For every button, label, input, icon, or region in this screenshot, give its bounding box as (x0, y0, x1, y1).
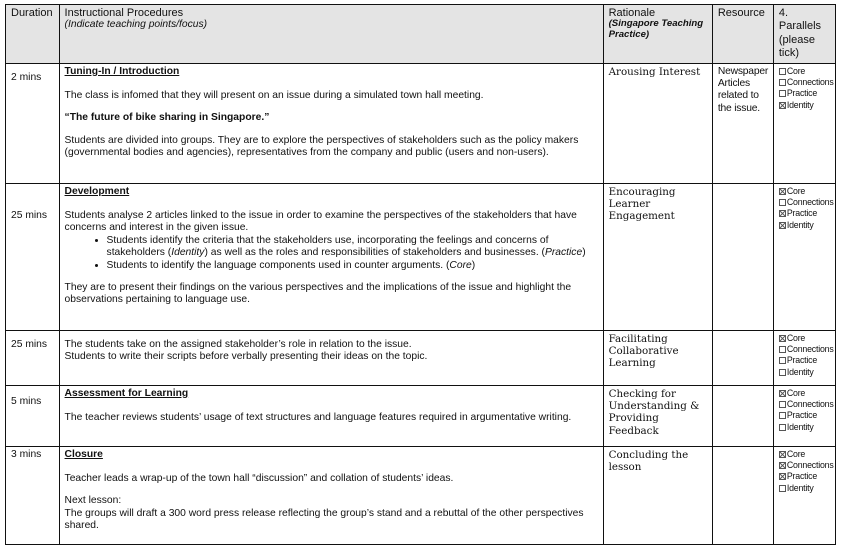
parallel-option-connections[interactable] (779, 398, 834, 410)
parallel-label: Connections (786, 459, 834, 470)
procedure-text: Students to write their scripts before verbally presenting their ideas on the topic. (64, 351, 428, 363)
checked-box-icon[interactable] (779, 473, 786, 480)
parallel-label: Core (786, 387, 806, 398)
header-parallels-label: 4. Parallels (please tick) (778, 7, 822, 60)
checked-box-icon[interactable] (779, 451, 786, 458)
header-resource-label: Resource (717, 7, 765, 19)
bullet-text: ) as well as the roles and responsibilities of stakeholders and businesses. ( (204, 247, 545, 259)
resource-cell (712, 446, 773, 544)
section-title: Tuning-In / Introduction (64, 65, 180, 77)
header-row (6, 5, 836, 64)
parallel-option-connections[interactable] (779, 76, 834, 88)
checkbox-icon[interactable] (779, 199, 786, 206)
lesson-plan-table (5, 4, 836, 545)
parallel-option-connections[interactable] (779, 459, 834, 471)
table-row (6, 63, 836, 183)
duration-cell: 3 mins (6, 446, 60, 544)
checkbox-icon[interactable] (779, 79, 786, 86)
parallel-label: Connections (786, 398, 834, 409)
parallel-option-connections[interactable] (779, 343, 834, 355)
parallel-label: Practice (786, 410, 818, 421)
checked-box-icon[interactable] (779, 102, 786, 109)
parallel-option-practice[interactable] (779, 355, 830, 366)
parallel-option-core[interactable] (779, 66, 830, 77)
header-rationale (603, 5, 712, 64)
parallel-label: Practice (786, 208, 818, 219)
checkbox-icon[interactable] (779, 68, 786, 75)
section-title: Development (64, 185, 130, 197)
table-row (6, 330, 836, 385)
checked-box-icon[interactable] (779, 335, 786, 342)
procedure-cell (59, 385, 603, 446)
parallel-label: Identity (786, 99, 814, 110)
header-rationale-title: Rationale (608, 7, 656, 19)
section-title: Assessment for Learning (64, 387, 189, 399)
duration-cell: 25 mins (6, 330, 60, 385)
parallels-list (779, 332, 834, 378)
procedure-cell (59, 446, 603, 544)
parallel-option-identity[interactable] (779, 422, 830, 433)
procedure-text: Students are divided into groups. They are to explore the perspectives of stakeholders such as the policy makers (governmental bodies and agencies), representatives from the company and public (users and non-users). (64, 134, 579, 159)
header-resource (712, 5, 773, 64)
parallel-label: Connections (786, 196, 834, 207)
parallel-label: Practice (786, 471, 818, 482)
parallel-label: Practice (786, 355, 818, 366)
table-row (6, 446, 836, 544)
bullet-emphasis: Identity (171, 247, 205, 259)
procedure-text: The students take on the assigned stakeholder’s role in relation to the issue. (64, 338, 412, 350)
parallel-option-identity[interactable] (779, 220, 830, 231)
procedure-cell (59, 330, 603, 385)
resource-cell (712, 385, 773, 446)
parallel-label: Practice (786, 88, 818, 99)
table-row (6, 385, 836, 446)
parallel-option-practice[interactable] (779, 208, 830, 219)
parallel-option-core[interactable] (779, 449, 830, 460)
parallel-label: Core (786, 65, 806, 76)
parallel-label: Identity (786, 219, 814, 230)
checkbox-icon[interactable] (779, 346, 786, 353)
resource-cell (712, 330, 773, 385)
rationale-cell: Facilitating Collaborative Learning (603, 330, 712, 385)
procedure-quote: “The future of bike sharing in Singapore.” (64, 112, 270, 124)
parallels-list (779, 448, 834, 494)
duration-cell: 2 mins (6, 63, 60, 183)
procedure-cell (59, 63, 603, 183)
checkbox-icon[interactable] (779, 412, 786, 419)
header-duration-label: Duration (11, 7, 53, 19)
duration-cell: 5 mins (6, 385, 60, 446)
parallel-label: Identity (786, 482, 814, 493)
checked-box-icon[interactable] (779, 390, 786, 397)
table-row (6, 183, 836, 330)
checkbox-icon[interactable] (779, 485, 786, 492)
parallels-cell (773, 183, 835, 330)
bullet-text: ) (582, 247, 586, 259)
bullet-item (107, 260, 598, 272)
bullet-text: ) (471, 259, 476, 271)
parallels-cell (773, 63, 835, 183)
rationale-cell: Concluding the lesson (603, 446, 712, 544)
procedure-text: The groups will draft a 300 word press release reflecting the group’s stand and a rebuttal of the other perspectives shared. (64, 507, 584, 532)
parallel-option-core[interactable] (779, 388, 830, 399)
procedure-text: The teacher reviews students’ usage of text structures and language features required in argumentative writing. (64, 412, 572, 424)
parallel-option-core[interactable] (779, 333, 830, 344)
parallel-label: Core (786, 185, 806, 196)
checkbox-icon[interactable] (779, 90, 786, 97)
header-rationale-sub: (Singapore Teaching Practice) (608, 18, 704, 40)
header-parallels (773, 5, 835, 64)
rationale-cell: Arousing Interest (603, 63, 712, 183)
parallel-label: Core (786, 332, 806, 343)
parallel-label: Identity (786, 421, 814, 432)
checked-box-icon[interactable] (779, 462, 786, 469)
header-procedures (59, 5, 603, 64)
resource-cell (712, 183, 773, 330)
checkbox-icon[interactable] (779, 401, 786, 408)
procedure-text: Teacher leads a wrap-up of the town hall “discussion” and collation of students’ ideas. (64, 473, 454, 485)
bullet-emphasis: Practice (544, 247, 583, 259)
parallel-label: Identity (786, 366, 814, 377)
duration-cell: 25 mins (6, 183, 60, 330)
procedure-text: Next lesson: (64, 495, 122, 507)
checkbox-icon[interactable] (779, 369, 786, 376)
parallel-option-identity[interactable] (779, 367, 830, 378)
parallel-option-connections[interactable] (779, 196, 834, 208)
bullet-item (107, 235, 598, 260)
parallel-option-practice[interactable] (779, 471, 830, 482)
checked-box-icon[interactable] (779, 210, 786, 217)
procedure-text: They are to present their findings on the various perspectives and the implications of the issue and highlight the observations pertaining to language use. (64, 282, 572, 306)
header-procedures-title: Instructional Procedures (64, 7, 184, 19)
parallel-label: Connections (786, 76, 834, 87)
checkbox-icon[interactable] (779, 357, 786, 364)
section-title: Closure (64, 448, 103, 460)
bullet-emphasis: Core (449, 259, 472, 271)
parallel-option-practice[interactable] (779, 410, 830, 421)
checked-box-icon[interactable] (779, 222, 786, 229)
procedure-bullets (65, 235, 598, 272)
parallel-option-core[interactable] (779, 186, 830, 197)
parallels-cell (773, 446, 835, 544)
parallels-list (779, 65, 834, 111)
bullet-text: Students identify the criteria that the stakeholders use, incorporating the feelings and concerns of stakeholders ( (106, 234, 549, 259)
header-procedures-sub: (Indicate teaching points/focus) (64, 19, 208, 30)
procedure-cell (59, 183, 603, 330)
rationale-cell: Checking for Understanding & Providing Feedback (603, 385, 712, 446)
checked-box-icon[interactable] (779, 188, 786, 195)
resource-cell: Newspaper Articles related to the issue. (712, 63, 773, 183)
parallels-list (779, 185, 834, 231)
parallels-list (779, 387, 834, 433)
bullet-text: Students to identify the language components used in counter arguments. ( (106, 259, 450, 271)
parallel-option-identity[interactable] (779, 100, 830, 111)
procedure-text: The class is infomed that they will present on an issue during a simulated town hall meeting. (64, 90, 484, 102)
parallel-label: Connections (786, 343, 834, 354)
parallels-cell (773, 330, 835, 385)
parallel-option-identity[interactable] (779, 483, 830, 494)
procedure-text: Students analyse 2 articles linked to the issue in order to examine the perspectives of the stakeholders that have concerns and interest in the given issue. (64, 210, 577, 234)
parallel-label: Core (786, 448, 806, 459)
header-duration (6, 5, 60, 64)
rationale-cell: Encouraging Learner Engagement (603, 183, 712, 330)
parallel-option-practice[interactable] (779, 88, 830, 99)
parallels-cell (773, 385, 835, 446)
checkbox-icon[interactable] (779, 424, 786, 431)
